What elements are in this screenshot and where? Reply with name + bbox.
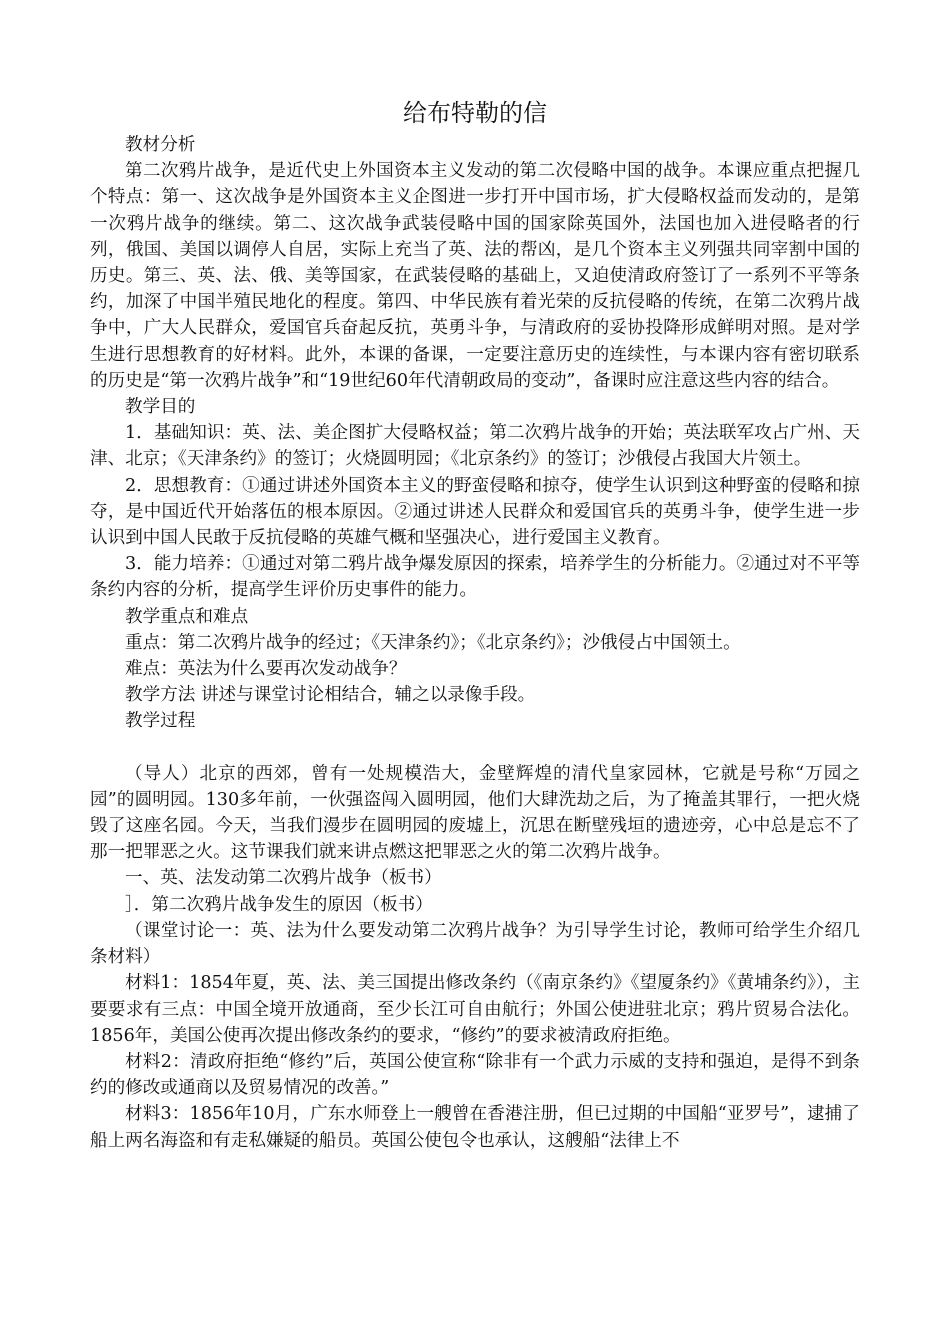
- paragraph-teaching-method: 教学方法 讲述与课堂讨论相结合，辅之以录像手段。: [125, 685, 536, 706]
- paragraph-goal-ability: 3．能力培养：①通过对第二鸦片战争爆发原因的探索，培养学生的分析能力。②通过对不平等条约内容的分析，提高学生评价历史事件的能力。: [90, 554, 860, 601]
- blank-line: [90, 735, 860, 761]
- paragraph-goal-ideology: 2．思想教育：①通过讲述外国资本主义的野蛮侵略和掠夺，使学生认识到这种野蛮的侵略和掠夺，是中国近代开始落伍的根本原因。②通过讲述人民群众和爱国官兵的英勇斗争，使学生进一步认识到中国人民敢于反抗侵略的英雄气概和坚强决心，进行爱国主义教育。: [90, 475, 860, 549]
- paragraph-textbook-analysis: 第二次鸦片战争，是近代史上外国资本主义发动的第二次侵略中国的战争。本课应重点把握几个特点：第一、这次战争是外国资本主义企图进一步打开中国市场，扩大侵略权益而发动的，是第一次鸦片战争的继续。第二、这次战争武装侵略中国的国家除英国外，法国也加入进侵略者的行列，俄国、美国以调停人自居，实际上充当了英、法的帮凶，是几个资本主义列强共同宰割中国的历史。第三、英、法、俄、美等国家，在武装侵略的基础上，又迫使清政府签订了一系列不平等条约，加深了中国半殖民地化的程度。第四、中华民族有着光荣的反抗侵略的传统，在第二次鸦片战争中，广大人民群众，爱国官兵奋起反抗，英勇斗争，与清政府的妥协投降形成鲜明对照。是对学生进行思想教育的好材料。此外，本课的备课，一定要注意历史的连续性，与本课内容有密切联系的历史是“第一次鸦片战争”和“19世纪60年代清朝政局的变动”，备课时应注意这些内容的结合。: [90, 161, 860, 391]
- section-heading-key-points: 教学重点和难点: [125, 606, 249, 627]
- board-heading-1-1: ］．第二次鸦片战争发生的原因（板书）: [125, 894, 433, 915]
- paragraph-material-1: 材料1：1854年夏，英、法、美三国提出修改条约（《南京条约》《望厦条约》《黄埔条约》），主要要求有三点：中国全境开放通商，至少长江可自由航行；外国公使进驻北京；鸦片贸易合法化。1856年，美国公使再次提出修改条约的要求，“修约”的要求被清政府拒绝。: [90, 973, 860, 1046]
- paragraph-material-2: 材料2：清政府拒绝“修约”后，英国公使宣称“除非有一个武力示威的支持和强迫，是得不到条约的修改或通商以及贸易情况的改善。”: [90, 1051, 860, 1099]
- paragraph-goal-knowledge: 1．基础知识：英、法、美企图扩大侵略权益；第二次鸦片战争的开始；英法联军攻占广州、天津、北京；《天津条约》的签订；火烧圆明园；《北京条约》的签订；沙俄侵占我国大片领土。: [90, 423, 860, 470]
- paragraph-introduction: （导人）北京的西郊，曾有一处规模浩大，金壁辉煌的清代皇家园林，它就是号称“万园之园”的圆明园。130多年前，一伙强盗闯入圆明园，他们大肆洗劫之后，为了掩盖其罪行，一把火烧毁了这座名园。今天，当我们漫步在圆明园的废墟上，沉思在断壁残垣的遗迹旁，心中总是忘不了那一把罪恶之火。这节课我们就来讲点燃这把罪恶之火的第二次鸦片战争。: [90, 763, 860, 863]
- paragraph-discussion-1: （课堂讨论一：英、法为什么要发动第二次鸦片战争？为引导学生讨论，教师可给学生介绍几条材料）: [90, 920, 860, 968]
- document-title: 给布特勒的信: [403, 99, 547, 127]
- section-heading-textbook-analysis: 教材分析: [125, 135, 196, 155]
- section-heading-teaching-process: 教学过程: [125, 711, 196, 732]
- document-page: [90, 96, 860, 1154]
- section-heading-teaching-goals: 教学目的: [125, 397, 196, 418]
- paragraph-key-point: 重点：第二次鸦片战争的经过；《天津条约》；《北京条约》；沙俄侵占中国领土。: [125, 632, 741, 653]
- paragraph-material-3: 材料3：1856年10月，广东水师登上一艘曾在香港注册，但已过期的中国船“亚罗号”，逮捕了船上两名海盗和有走私嫌疑的船员。英国公使包令也承认，这艘船“法律上不: [90, 1104, 860, 1151]
- board-heading-1: 一、英、法发动第二次鸦片战争（板书）: [125, 868, 442, 889]
- paragraph-difficult-point: 难点：英法为什么要再次发动战争？: [125, 659, 407, 680]
